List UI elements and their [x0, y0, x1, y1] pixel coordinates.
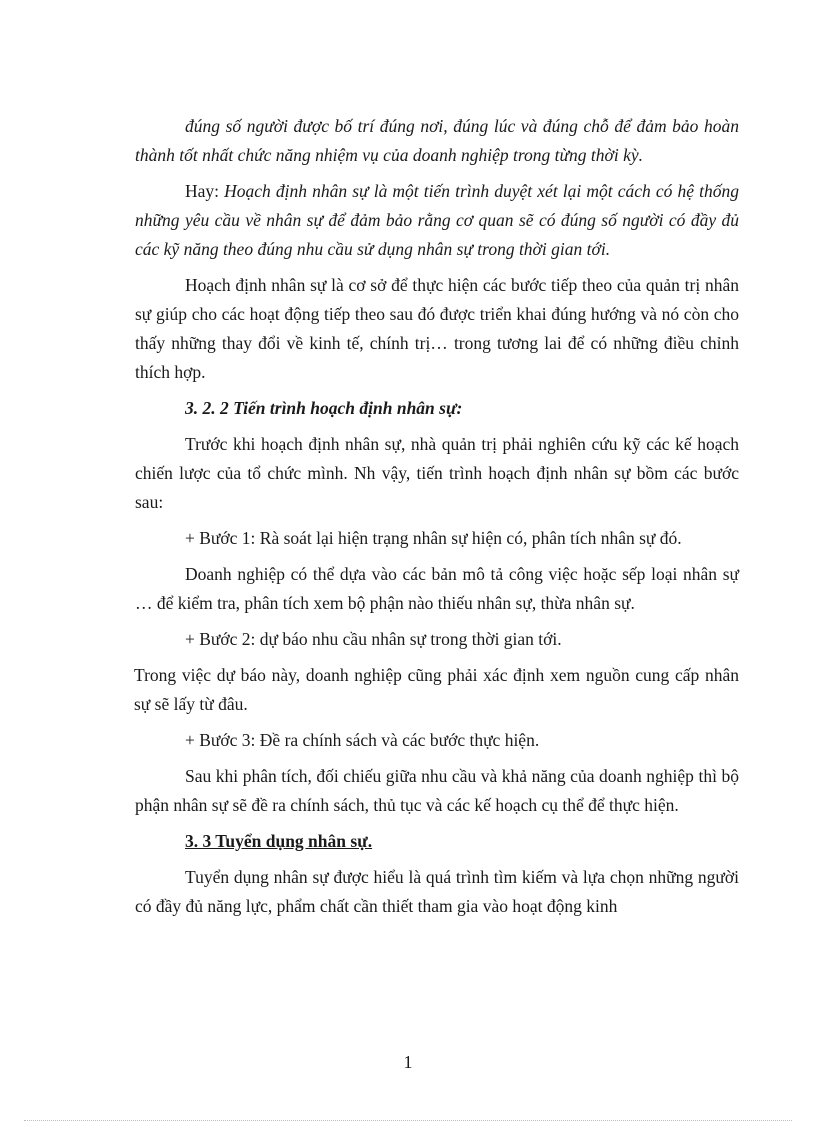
paragraph-planning-basis: Hoạch định nhân sự là cơ sở để thực hiện các bước tiếp theo của quản trị nhân sự giúp cho các hoạt động tiếp theo sau đó được triển khai đúng hướng và nó còn cho thấy những thay đổi về kinh tế, chính trị… trong tương lai để có những điều chỉnh thích hợp.	[135, 275, 739, 382]
paragraph-process-intro: Trước khi hoạch định nhân sự, nhà quản trị phải nghiên cứu kỹ các kế hoạch chiến lược của tổ chức mình. Nh vậy, tiến trình hoạch định nhân sự bồm các bước sau:	[135, 434, 739, 512]
page-number: 1	[403, 1052, 413, 1072]
paragraph-step-3-detail: Sau khi phân tích, đối chiếu giữa nhu cầu và khả năng của doanh nghiệp thì bộ phận nhân sự sẽ đề ra chính sách, thủ tục và các kế hoạch cụ thể để thực hiện.	[135, 766, 739, 815]
paragraph-definition-text: Hoạch định nhân sự là một tiến trình duyệt xét lại một cách có hệ thống những yêu cầu về nhân sự để đảm bảo rằng cơ quan sẽ có đúng số người có đầy đủ các kỹ năng theo đúng nhu cầu sử dụng nhân sự trong thời gian tới.	[135, 181, 739, 259]
paragraph-alternative-definition	[135, 177, 739, 264]
step-2: + Bước 2: dự báo nhu cầu nhân sự trong thời gian tới.	[185, 629, 562, 649]
page-bottom-divider	[24, 1120, 792, 1121]
paragraph-step-1-detail: Doanh nghiệp có thể dựa vào các bản mô tả công việc hoặc sếp loại nhân sự … để kiểm tra, phân tích xem bộ phận nào thiếu nhân sự, thừa nhân sự.	[135, 564, 739, 613]
section-heading-3-2-2: 3. 2. 2 Tiến trình hoạch định nhân sự:	[185, 398, 463, 418]
paragraph-definition-continued: đúng số người được bố trí đúng nơi, đúng lúc và đúng chỗ để đảm bảo hoàn thành tốt nhất chức năng nhiệm vụ của doanh nghiệp trong từng thời kỳ.	[135, 116, 739, 165]
paragraph-step-2-detail: Trong việc dự báo này, doanh nghiệp cũng phải xác định xem nguồn cung cấp nhân sự sẽ lấy từ đâu.	[134, 665, 739, 714]
paragraph-lead-word: Hay:	[185, 181, 220, 201]
step-1: + Bước 1: Rà soát lại hiện trạng nhân sự hiện có, phân tích nhân sự đó.	[185, 528, 682, 548]
paragraph-recruitment-definition: Tuyển dụng nhân sự được hiểu là quá trình tìm kiếm và lựa chọn những người có đầy đủ năng lực, phẩm chất cần thiết tham gia vào hoạt động kinh	[135, 867, 739, 916]
page-content	[135, 112, 739, 928]
section-heading-3-3	[135, 827, 739, 856]
section-heading-3-3-text: 3. 3 Tuyển dụng nhân sự.	[185, 831, 373, 851]
step-3: + Bước 3: Đề ra chính sách và các bước thực hiện.	[185, 730, 540, 750]
